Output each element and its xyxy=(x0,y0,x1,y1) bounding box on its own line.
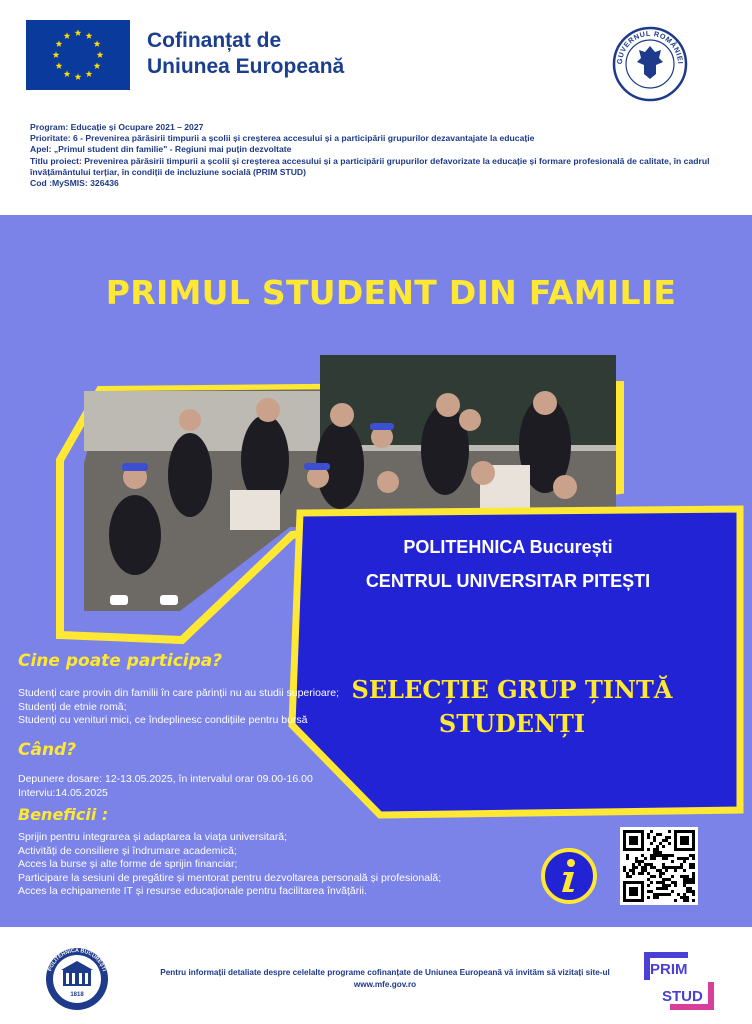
upb-name-text: POLITEHNICA BUCUREȘTI xyxy=(47,947,107,973)
poster-title: PRIMUL STUDENT DIN FAMILIE xyxy=(105,273,677,312)
eu-line-1: Cofinanțat de xyxy=(147,29,282,52)
list-item: Activități de consiliere și îndrumare academică; xyxy=(18,844,237,857)
prim-label: PRIM xyxy=(650,961,688,978)
priority-line: Prioritate: 6 - Prevenirea părăsirii timpurii a școlii și creșterea accesului și a participării grupurilor dezavantajate la educație xyxy=(30,133,535,144)
list-item: Studenți care provin din familii în care părinții nu au studii superioare; xyxy=(18,687,340,699)
selection-line-2: STUDENȚI xyxy=(438,709,586,738)
qr-code-icon xyxy=(623,830,695,902)
list-item: Sprijin pentru integrarea și adaptarea la viața universitară; xyxy=(18,831,288,843)
list-item: Acces la echipamente IT și resurse educaționale pentru facilitarea învățării. xyxy=(18,885,367,897)
who-list xyxy=(18,687,339,728)
footer-line-1: Pentru informații detaliate despre celelalte programe cofinanțate de Uniunea Europeană vă invităm să vizitați site-ul xyxy=(160,968,610,977)
when-list xyxy=(18,773,313,800)
qr-code[interactable] xyxy=(620,827,698,905)
who-can-participate-heading: Cine poate participa? xyxy=(18,651,223,671)
government-seal-logo xyxy=(612,26,688,102)
list-item: Studenți cu venituri mici, ce îndeplinesc condițiile pentru bursă xyxy=(18,714,308,726)
footer-website-link[interactable]: www.mfe.gov.ro xyxy=(353,980,417,989)
eu-cofinanced-text xyxy=(147,28,344,80)
selection-heading xyxy=(292,673,732,741)
upb-year-text: 1818 xyxy=(70,992,84,998)
list-item: Depunere dosare: 12-13.05.2025, în intervalul orar 09.00-16.00 xyxy=(18,773,313,785)
call-line: Apel: „Primul student din familie" - Regiuni mai puțin dezvoltate xyxy=(30,144,292,155)
eu-line-2: Uniunea Europeană xyxy=(147,55,345,78)
info-icon[interactable] xyxy=(540,847,598,905)
list-item: Acces la burse și alte forme de sprijin financiar; xyxy=(18,858,238,870)
gov-seal-text: GUVERNUL ROMÂNIEI xyxy=(614,28,686,65)
footer-info-text xyxy=(150,967,620,991)
poster-panel xyxy=(0,215,752,927)
program-info-block xyxy=(30,122,720,189)
org-name-line-1: POLITEHNICA București xyxy=(403,537,613,557)
list-item: Participare la sesiuni de pregătire și mentorat pentru dezvoltarea personală și profesională; xyxy=(18,871,442,884)
politehnica-bucuresti-logo xyxy=(36,946,118,1012)
program-line: Program: Educație și Ocupare 2021 – 2027 xyxy=(30,122,204,132)
benefits-list xyxy=(18,831,441,899)
list-item: Studenți de etnie romă; xyxy=(18,700,127,713)
prim-stud-logo xyxy=(638,946,720,1016)
org-name-line-2: CENTRUL UNIVERSITAR PITEȘTI xyxy=(365,571,651,591)
eu-stars-icon xyxy=(26,20,130,90)
mysmis-code-line: Cod :MySMIS: 326436 xyxy=(30,178,119,189)
when-heading: Când? xyxy=(18,740,77,760)
eu-flag-logo xyxy=(26,20,130,90)
benefits-heading: Beneficii : xyxy=(18,805,109,824)
selection-line-1: SELECȚIE GRUP ȚINTĂ xyxy=(351,675,673,704)
project-title-line: Titlu proiect: Prevenirea părăsirii timpurii a școlii și creșterea accesului și a participării grupurilor defavorizate la educație și formare profesională de calitate, în cadrul învățământului terțiar, în condiții de incluziune socială (PRIM STUD) xyxy=(30,155,710,177)
list-item: Interviu:14.05.2025 xyxy=(18,786,108,799)
stud-label: STUD xyxy=(662,988,703,1005)
